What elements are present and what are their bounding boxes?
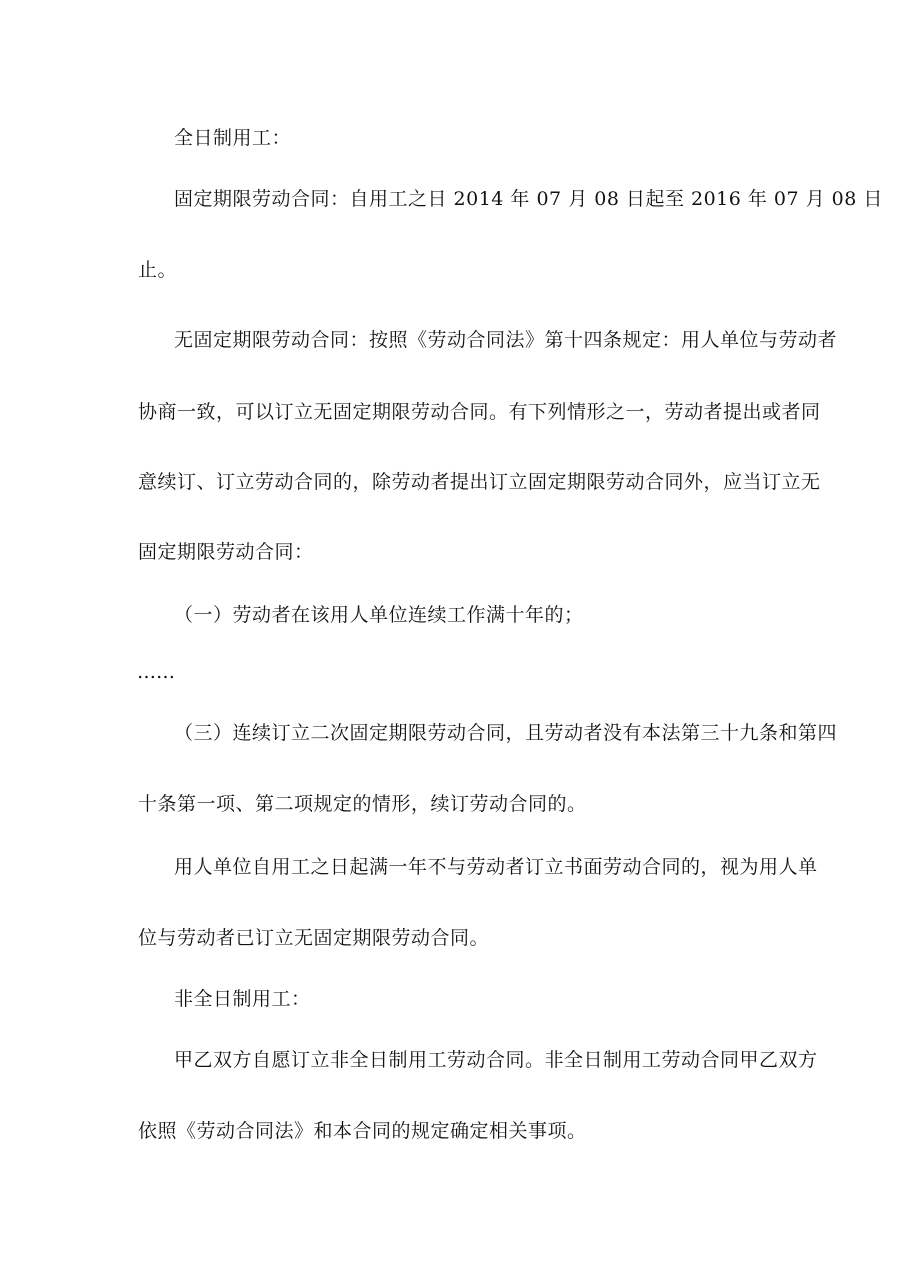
paragraph-line: 依照《劳动合同法》和本合同的规定确定相关事项。 [138, 1120, 587, 1142]
paragraph-line: 无固定期限劳动合同：按照《劳动合同法》第十四条规定：用人单位与劳动者 [174, 329, 838, 351]
paragraph-line: 用人单位自用工之日起满一年不与劳动者订立书面劳动合同的，视为用人单 [174, 856, 818, 878]
paragraph-line: 位与劳动者已订立无固定期限劳动合同。 [138, 927, 490, 949]
list-item: （一）劳动者在该用人单位连续工作满十年的； [174, 604, 584, 626]
paragraph-line: 协商一致，可以订立无固定期限劳动合同。有下列情形之一，劳动者提出或者同 [138, 401, 821, 423]
section-heading-part-time: 非全日制用工： [174, 988, 311, 1010]
ellipsis: …… [137, 661, 175, 683]
paragraph-line: 十条第一项、第二项规定的情形，续订劳动合同的。 [138, 793, 587, 815]
paragraph-line: 意续订、订立劳动合同的，除劳动者提出订立固定期限劳动合同外，应当订立无 [138, 471, 821, 493]
paragraph-line: 甲乙双方自愿订立非全日制用工劳动合同。非全日制用工劳动合同甲乙双方 [174, 1049, 818, 1071]
paragraph-line: 固定期限劳动合同：自用工之日 2014 年 07 月 08 日起至 2016 年 07 月 08 日 [174, 188, 883, 210]
list-item: （三）连续订立二次固定期限劳动合同，且劳动者没有本法第三十九条和第四 [174, 722, 838, 744]
section-heading-full-time: 全日制用工： [174, 127, 292, 149]
paragraph-line: 止。 [138, 259, 178, 281]
paragraph-line: 固定期限劳动合同： [138, 541, 314, 563]
